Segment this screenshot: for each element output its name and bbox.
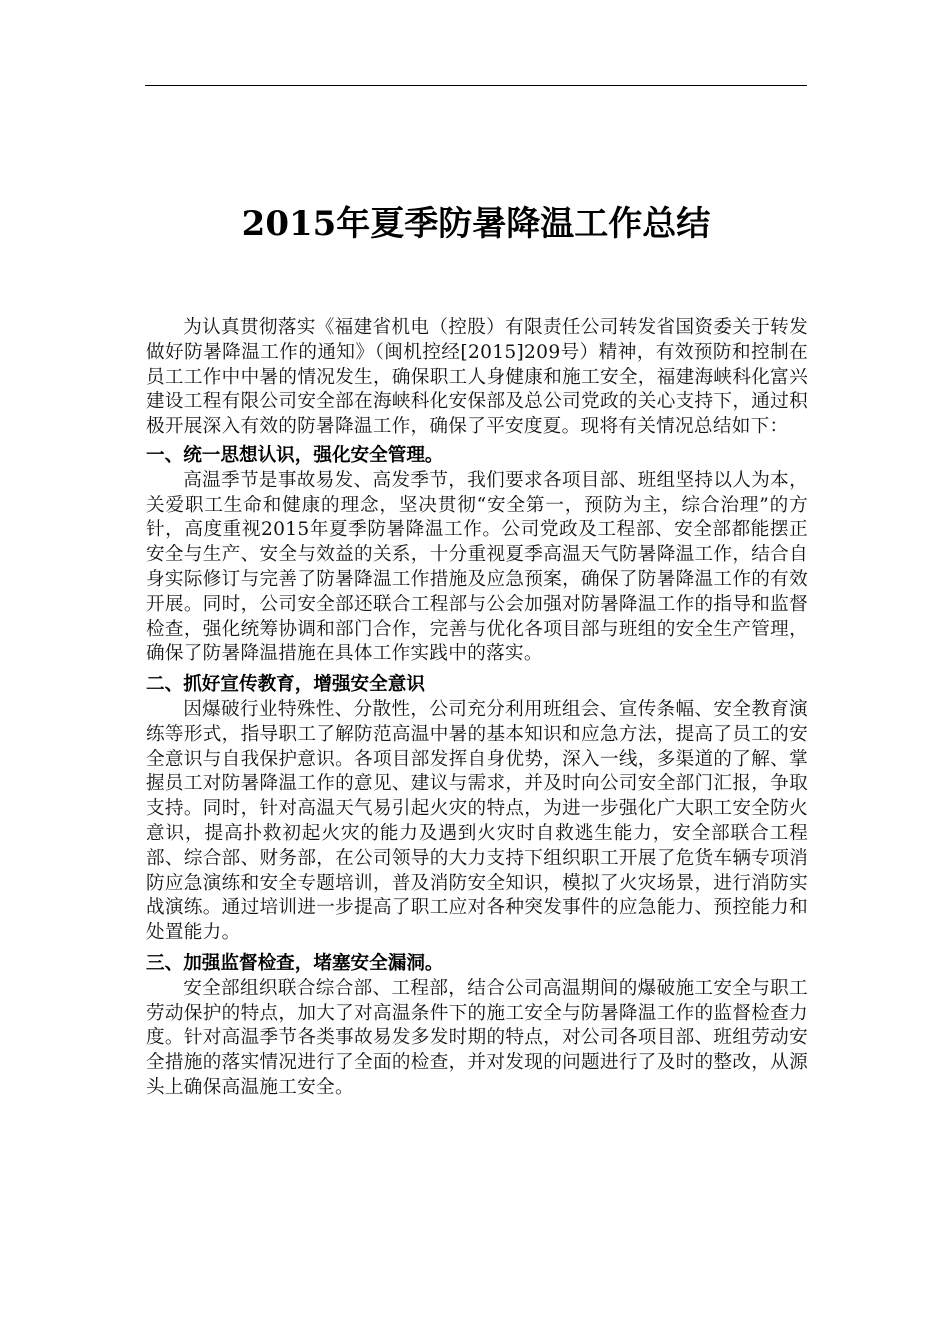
section-3-heading: 三、加强监督检查，堵塞安全漏洞。 — [146, 952, 444, 974]
section-3-body: 安全部组织联合综合部、工程部，结合公司高温期间的爆破施工安全与职工劳动保护的特点，加大了对高温条件下的施工安全与防暑降温工作的监督检查力度。针对高温季节各类事故易发多发时期的特点，对公司各项目部、班组劳动安全措施的落实情况进行了全面的检查，并对发现的问题进行了及时的整改，从源头上确保高温施工安全。 — [146, 977, 808, 1098]
header-rule — [145, 85, 807, 86]
section-1-body: 高温季节是事故易发、高发季节，我们要求各项目部、班组坚持以人为本，关爱职工生命和健康的理念，坚决贯彻“安全第一，预防为主，综合治理”的方针，高度重视2015年夏季防暑降温工作。公司党政及工程部、安全部都能摆正安全与生产、安全与效益的关系，十分重视夏季高温天气防暑降温工作，结合自身实际修订与完善了防暑降温工作措施及应急预案，确保了防暑降温工作的有效开展。同时，公司安全部还联合工程部与公会加强对防暑降温工作的指导和监督检查，强化统筹协调和部门合作，完善与优化各项目部与班组的安全生产管理，确保了防暑降温措施在具体工作实践中的落实。 — [146, 469, 808, 665]
document-title: 2015年夏季防暑降温工作总结 — [241, 204, 711, 244]
intro-paragraph: 为认真贯彻落实《福建省机电（控股）有限责任公司转发省国资委关于转发做好防暑降温工作的通知》（闽机控经[2015]209号）精神，有效预防和控制在员工工作中中暑的情况发生，确保职工人身健康和施工安全，福建海峡科化富兴建设工程有限公司安全部在海峡科化安保部及总公司党政的关心支持下，通过积极开展深入有效的防暑降温工作，确保了平安度夏。现将有关情况总结如下： — [146, 317, 808, 438]
document-body — [146, 316, 808, 1101]
section-2-heading: 二、抓好宣传教育，增强安全意识 — [146, 674, 425, 696]
section-2-body: 因爆破行业特殊性、分散性，公司充分利用班组会、宣传条幅、安全教育演练等形式，指导职工了解防范高温中暑的基本知识和应急方法，提高了员工的安全意识与自我保护意识。各项目部发挥自身优势，深入一线，多渠道的了解、掌握员工对防暑降温工作的意见、建议与需求，并及时向公司安全部门汇报，争取支持。同时，针对高温天气易引起火灾的特点，为进一步强化广大职工安全防火意识，提高扑救初起火灾的能力及遇到火灾时自救逃生能力，安全部联合工程部、综合部、财务部，在公司领导的大力支持下组织职工开展了危货车辆专项消防应急演练和安全专题培训，普及消防安全知识，模拟了火灾场景，进行消防实战演练。通过培训进一步提高了职工应对各种突发事件的应急能力、预控能力和处置能力。 — [146, 698, 808, 944]
section-1-heading: 一、统一思想认识，强化安全管理。 — [146, 444, 444, 466]
